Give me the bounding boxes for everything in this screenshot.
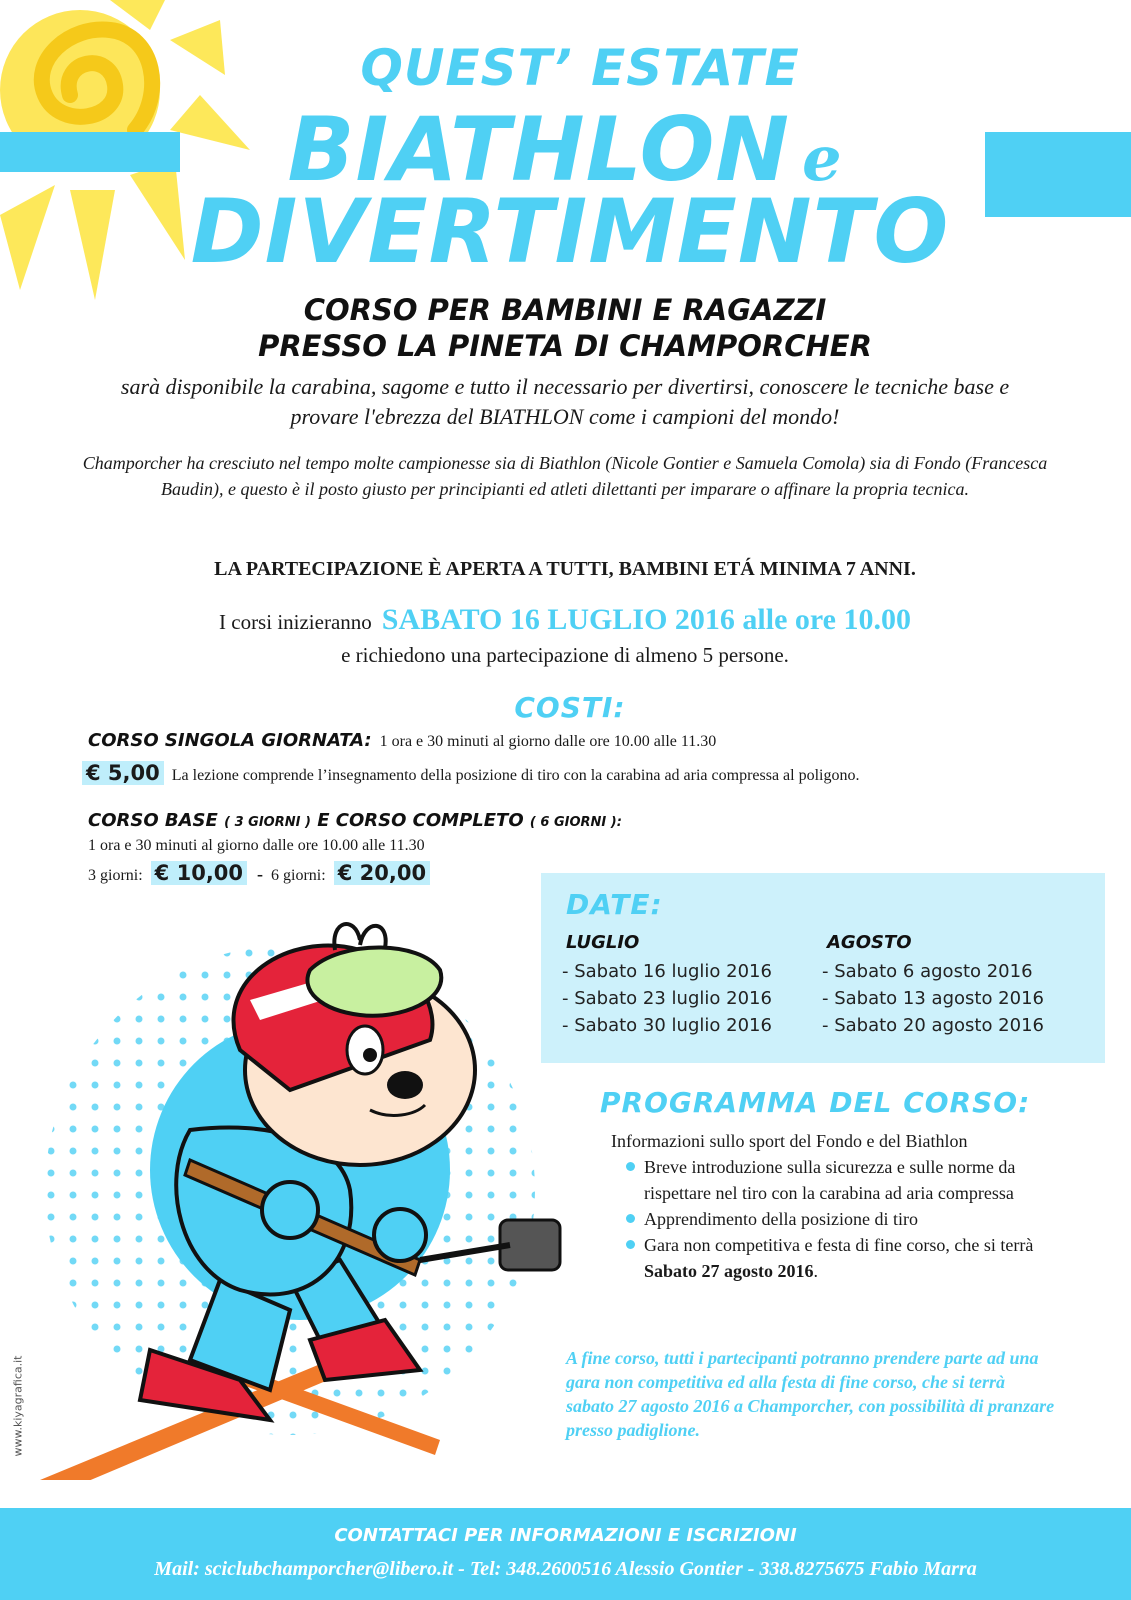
program-item: Breve introduzione sulla sicurezza e sulle norme da rispettare nel tiro con la carabina ad aria compressa bbox=[624, 1154, 1064, 1206]
three-days-label: 3 giorni: bbox=[88, 867, 143, 884]
program-lead: Informazioni sullo sport del Fondo e del Biathlon bbox=[611, 1131, 968, 1151]
august-dates bbox=[822, 958, 1092, 1039]
single-course-title: CORSO SINGOLA GIORNATA: bbox=[88, 730, 372, 751]
base-course-time: 1 ora e 30 minuti al giorno dalle ore 10.00 alle 11.30 bbox=[88, 837, 425, 854]
base-course-title-c: E CORSO COMPLETO bbox=[317, 810, 524, 831]
six-days-price: € 20,00 bbox=[334, 861, 430, 885]
august-title: AGOSTO bbox=[827, 932, 912, 953]
start-line bbox=[60, 602, 1070, 643]
headline-biathlon: BIATHLON bbox=[287, 98, 791, 201]
history-paragraph: Champorcher ha cresciuto nel tempo molte campionesse sia di Biathlon (Nicole Gontier e Samuela Comola) sia di Fondo (Francesca Baudin), e questo è il posto giusto per principianti ed atleti dilettanti per imparare o affinare la propria tecnica. bbox=[82, 453, 1048, 499]
price-dash: - bbox=[257, 864, 264, 884]
header-band-left bbox=[0, 132, 180, 172]
footer-title: CONTATTACI PER INFORMAZIONI E ISCRIZIONI bbox=[334, 1525, 797, 1546]
dates-title: DATE: bbox=[566, 888, 663, 921]
header-band-right bbox=[985, 132, 1131, 217]
closing-note: A fine corso, tutti i partecipanti potranno prendere parte ad una gara non competitiva ed alla festa di fine corso, che si terrà sabato 27 agosto 2016 a Champorcher, con possibilità di pranzare presso padiglione. bbox=[566, 1348, 1055, 1440]
subtitle-line1: CORSO PER BAMBINI E RAGAZZI bbox=[303, 293, 827, 327]
program-title: PROGRAMMA DEL CORSO: bbox=[600, 1086, 1031, 1119]
base-course-title-d: ( 6 GIORNI ): bbox=[529, 815, 622, 830]
program-item-final-text: Gara non competitiva e festa di fine corso, che si terrà bbox=[644, 1235, 1034, 1255]
program-item: Apprendimento della posizione di tiro bbox=[624, 1206, 1064, 1232]
base-course-title-a: CORSO BASE bbox=[88, 810, 218, 831]
base-course-prices bbox=[88, 858, 588, 891]
date-item: - Sabato 6 agosto 2016 bbox=[822, 961, 1033, 982]
headline-line3: DIVERTIMENTO bbox=[190, 180, 950, 283]
costs-title: COSTI: bbox=[514, 691, 626, 724]
base-course-title-b: ( 3 GIORNI ) bbox=[224, 815, 311, 830]
date-item: - Sabato 13 agosto 2016 bbox=[822, 988, 1044, 1009]
july-title: LUGLIO bbox=[566, 932, 640, 953]
program-item-final-date: Sabato 27 agosto 2016 bbox=[644, 1261, 814, 1281]
start-requirement: e richiedono una partecipazione di almeno 5 persone. bbox=[341, 643, 789, 667]
intro-paragraph: sarà disponibile la carabina, sagome e tutto il necessario per divertirsi, conoscere le tecniche base e provare l'ebrezza del BIATHLON come i campioni del mondo! bbox=[120, 374, 1010, 429]
single-course-time: 1 ora e 30 minuti al giorno dalle ore 10.00 alle 11.30 bbox=[379, 733, 717, 750]
single-course-price-row bbox=[82, 758, 1122, 791]
base-course-title bbox=[88, 808, 788, 836]
program-list bbox=[624, 1154, 1064, 1284]
footer-contacts: Mail: sciclubchamporcher@libero.it - Tel: 348.2600516 Alessio Gontier - 338.8275675 Fabio Marra bbox=[154, 1558, 977, 1580]
participation-notice: LA PARTECIPAZIONE È APERTA A TUTTI, BAMBINI ETÁ MINIMA 7 ANNI. bbox=[214, 558, 916, 580]
subtitle-line2: PRESSO LA PINETA DI CHAMPORCHER bbox=[258, 329, 872, 363]
single-course-price: € 5,00 bbox=[82, 761, 164, 785]
six-days-label: 6 giorni: bbox=[271, 867, 326, 884]
headline-line1: QUEST’ ESTATE bbox=[360, 39, 800, 97]
start-pre: I corsi inizieranno bbox=[219, 610, 372, 634]
single-course-desc: La lezione comprende l’insegnamento della posizione di tiro con la carabina ad aria compressa al poligono. bbox=[171, 767, 860, 784]
date-item: - Sabato 20 agosto 2016 bbox=[822, 1015, 1044, 1036]
biathlete-illustration bbox=[40, 920, 620, 1480]
program-item-final bbox=[624, 1232, 1064, 1284]
date-item: - Sabato 16 luglio 2016 bbox=[562, 961, 772, 982]
date-item: - Sabato 23 luglio 2016 bbox=[562, 988, 772, 1009]
three-days-price: € 10,00 bbox=[151, 861, 247, 885]
single-course bbox=[88, 728, 1088, 755]
headline-e: e bbox=[802, 122, 843, 195]
start-date: SABATO 16 LUGLIO 2016 alle ore 10.00 bbox=[381, 603, 911, 636]
program-item-final-dot: . bbox=[813, 1261, 819, 1281]
date-item: - Sabato 30 luglio 2016 bbox=[562, 1015, 772, 1036]
designer-credit: www.kiyagrafica.it bbox=[11, 1355, 25, 1457]
